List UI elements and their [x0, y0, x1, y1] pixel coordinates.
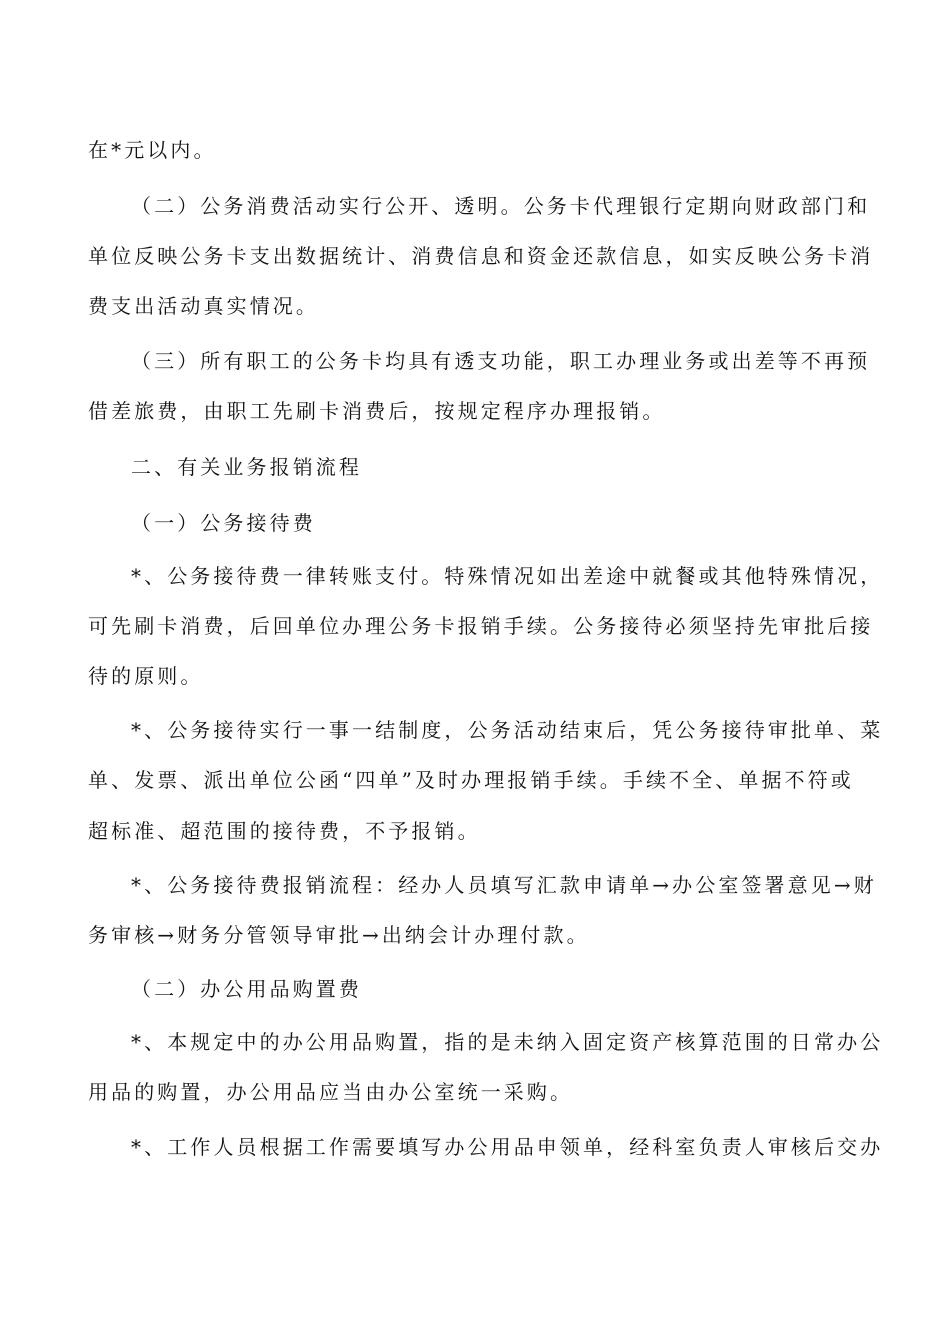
text-line: 用品的购置，办公用品应当由办公室统一采购。: [88, 1080, 574, 1104]
text-line: 超标准、超范围的接待费，不予报销。: [88, 819, 481, 843]
text-line: 单、发票、派出单位公函“四单”及时办理报销手续。手续不全、单据不符或: [88, 768, 854, 792]
text-line: 费支出活动真实情况。: [88, 294, 319, 318]
text-line: 单位反映公务卡支出数据统计、消费信息和资金还款信息，如实反映公务卡消: [88, 244, 874, 268]
text-line: *、公务接待费一律转账支付。特殊情况如出差途中就餐或其他特殊情况，: [131, 564, 884, 588]
text-line: 待的原则。: [88, 664, 204, 688]
text-line: 可先刷卡消费，后回单位办理公务卡报销手续。公务接待必须坚持先审批后接: [88, 614, 874, 638]
text-line: 借差旅费，由职工先刷卡消费后，按规定程序办理报销。: [88, 399, 666, 423]
text-line: *、公务接待实行一事一结制度，公务活动结束后，凭公务接待审批单、菜: [131, 718, 884, 742]
text-line: （三）所有职工的公务卡均具有透支功能，职工办理业务或出差等不再预: [131, 349, 871, 373]
text-line: 务审核→财务分管领导审批→出纳会计办理付款。: [88, 923, 590, 947]
text-line: *、本规定中的办公用品购置，指的是未纳入固定资产核算范围的日常办公: [131, 1030, 884, 1054]
subsection-heading: （二）办公用品购置费: [131, 977, 362, 1001]
text-line: 在*元以内。: [88, 138, 217, 162]
text-line: （二）公务消费活动实行公开、透明。公务卡代理银行定期向财政部门和: [131, 194, 871, 218]
section-heading: 二、有关业务报销流程: [131, 455, 362, 479]
text-line: *、公务接待费报销流程：经办人员填写汇款申请单→办公室签署意见→财: [131, 873, 877, 897]
subsection-heading: （一）公务接待费: [131, 511, 316, 535]
text-line: *、工作人员根据工作需要填写办公用品申领单，经科室负责人审核后交办: [131, 1135, 884, 1159]
